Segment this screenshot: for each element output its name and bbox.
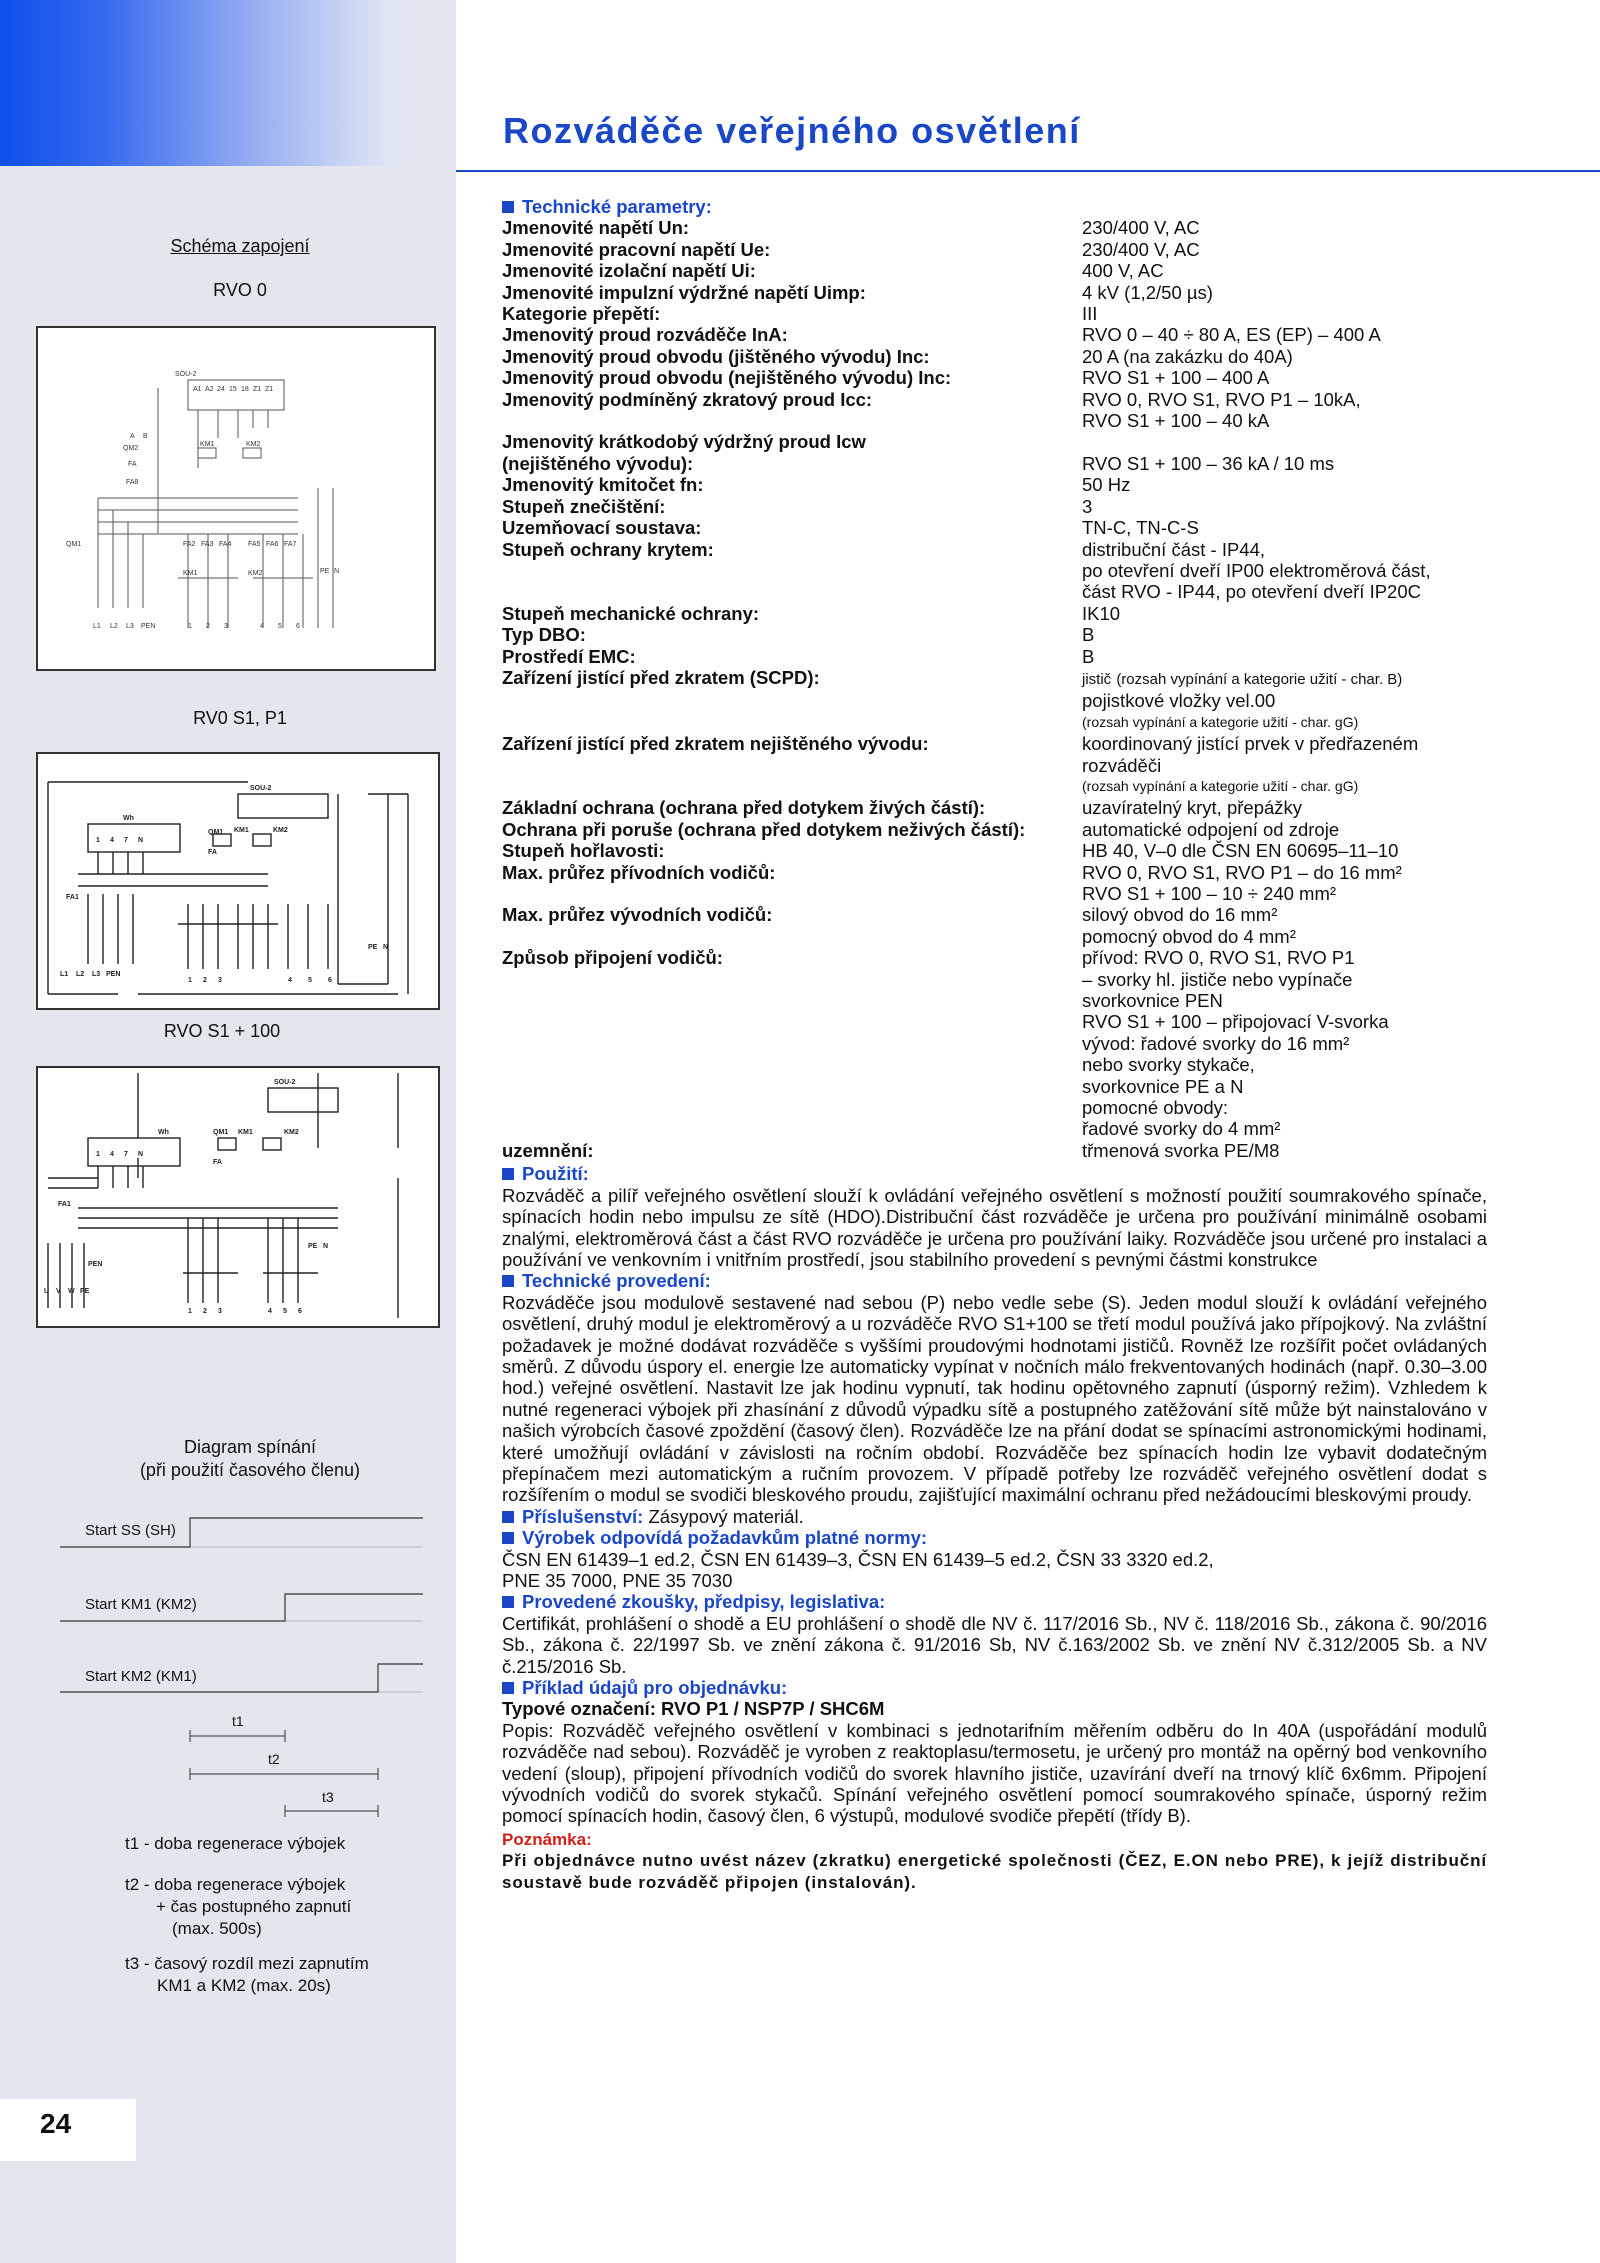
param-key: Jmenovitý krátkodobý výdržný proud Icw [502, 431, 866, 453]
accessories-text: Zásypový materiál. [648, 1505, 804, 1527]
diag2-l2: L2 [76, 971, 85, 978]
param-value: B [1082, 624, 1095, 646]
diag1-qm1: QM1 [66, 541, 82, 548]
param-row [502, 581, 1487, 602]
diag1-term-2: A2 [205, 386, 214, 393]
param-key: Kategorie přepětí: [502, 303, 661, 325]
param-row [502, 410, 1487, 431]
param-key: Max. průřez přívodních vodičů: [502, 861, 776, 883]
param-value: přívod: RVO 0, RVO S1, RVO P1 [1082, 947, 1355, 969]
param-key-empty [502, 776, 1082, 797]
param-key: Zařízení jistící před zkratem nejištěného vývodu: [502, 733, 929, 755]
param-row [502, 1054, 1487, 1075]
scpd-v1a: jistič [1082, 670, 1112, 688]
param-key: Typ DBO: [502, 624, 586, 646]
diag2-n: N [383, 944, 389, 951]
param-key: Ochrana při poruše (ochrana před dotykem neživých částí): [502, 818, 1026, 840]
diag1-term-6: Z1 [253, 386, 262, 393]
param-row [502, 819, 1487, 840]
diag2-out3: 3 [218, 977, 222, 984]
diag1-out6: 6 [296, 623, 300, 630]
schema2-title: RV0 S1, P1 [193, 708, 287, 728]
timing-label-t2: t2 [268, 1751, 280, 1767]
diag2-pen: PEN [106, 971, 121, 978]
param-row-unprot-3 [502, 776, 1487, 797]
diag2-n3: 7 [124, 837, 128, 844]
param-value: distribuční část - IP44, [1082, 538, 1266, 560]
section-tests-label: Provedené zkoušky, předpisy, legislativa: [522, 1591, 886, 1613]
diag2-out2: 2 [203, 977, 207, 984]
param-key-empty [502, 1076, 1082, 1097]
param-key-empty [502, 410, 1082, 431]
param-value: svorkovnice PEN [1082, 990, 1223, 1012]
param-key: Prostředí EMC: [502, 645, 636, 667]
param-row [502, 474, 1487, 495]
diag3-out1: 1 [188, 1308, 192, 1315]
param-value: třmenová svorka PE/M8 [1082, 1139, 1280, 1161]
timing-diagram-lines [0, 1500, 456, 1820]
diag2-fa: FA [208, 849, 217, 856]
diag3-v: V [56, 1288, 61, 1295]
param-key-empty [502, 712, 1082, 733]
diag3-n: N [323, 1243, 329, 1250]
note-text: Při objednávce nutno uvést název (zkratku) energetické společnosti (ČEZ, E.ON nebo PRE), k jejíž distribuční soustavě bude rozváděč připojen (instalován). [502, 1851, 1487, 1892]
diag2-n1: 1 [96, 837, 100, 844]
param-key-empty [502, 1033, 1082, 1054]
param-key: Způsob připojení vodičů: [502, 947, 723, 969]
param-key-empty [502, 1054, 1082, 1075]
param-value: svorkovnice PE a N [1082, 1075, 1244, 1097]
diag1-out5: 5 [278, 623, 282, 630]
diag1-term-5: 18 [241, 386, 249, 393]
schema-heading: Schéma zapojení [170, 236, 310, 256]
section-design [502, 1270, 1487, 1291]
param-key-empty [502, 755, 1082, 776]
diag3-n2: 4 [110, 1151, 114, 1158]
unprot-v3: (rozsah vypínání a kategorie užití - char. gG) [1082, 777, 1359, 794]
param-value: automatické odpojení od zdroje [1082, 818, 1340, 840]
diag3-u: U [44, 1288, 50, 1295]
bullet-square-icon [502, 1532, 514, 1544]
param-value: 3 [1082, 495, 1093, 517]
diag1-term-7: Z1 [265, 386, 274, 393]
scpd-v2: pojistkové vložky vel.00 [1082, 690, 1276, 712]
param-row [502, 517, 1487, 538]
wiring-diagram-rvo0-drawing [38, 328, 434, 669]
title-underline [456, 170, 1600, 172]
schema1-title: RVO 0 [213, 280, 267, 300]
schema3-title: RVO S1 + 100 [163, 1021, 281, 1041]
param-value: 4 kV (1,2/50 µs) [1082, 281, 1213, 303]
unprot-v1: koordinovaný jistící prvek v předřazeném [1082, 733, 1419, 755]
diag1-l2: L2 [110, 623, 118, 630]
param-key-empty [502, 883, 1082, 904]
timing-label-t1: t1 [232, 1713, 244, 1729]
bullet-square-icon [502, 1596, 514, 1608]
param-value: TN-C, TN-C-S [1082, 517, 1199, 539]
diag1-fa6: FA6 [266, 541, 279, 548]
diag2-out6: 6 [328, 977, 332, 984]
bullet-square-icon [502, 1275, 514, 1287]
param-value: po otevření dveří IP00 elektroměrová část, [1082, 559, 1431, 581]
diag1-sou: SOU-2 [175, 371, 197, 378]
param-value: RVO 0, RVO S1, RVO P1 – 10kA, [1082, 388, 1361, 410]
param-value: RVO S1 + 100 – 36 kA / 10 ms [1082, 452, 1335, 474]
diag3-out2: 2 [203, 1308, 207, 1315]
param-value: nebo svorky stykače, [1082, 1054, 1255, 1076]
param-key: Jmenovitý kmitočet fn: [502, 474, 704, 496]
diag3-sou: SOU-2 [274, 1079, 296, 1086]
param-row [502, 646, 1487, 667]
param-key-empty [502, 1011, 1082, 1032]
param-value: 230/400 V, AC [1082, 238, 1200, 260]
param-key: Stupeň mechanické ochrany: [502, 602, 760, 624]
param-row-scpd-2 [502, 690, 1487, 711]
param-key: Uzemňovací soustava: [502, 517, 702, 539]
param-row [502, 1076, 1487, 1097]
param-row [502, 367, 1487, 388]
diag1-qm2: QM2 [123, 445, 139, 452]
diag3-w: W [68, 1288, 75, 1295]
param-key-empty [502, 926, 1082, 947]
diag1-term-1: A1 [193, 386, 202, 393]
param-value [1082, 667, 1487, 690]
section-design-label: Technické provedení: [522, 1270, 711, 1292]
section-use [502, 1163, 1487, 1184]
section-tests [502, 1591, 1487, 1612]
param-row [502, 883, 1487, 904]
param-row [502, 346, 1487, 367]
diag1-out2: 2 [206, 623, 210, 630]
param-row [502, 324, 1487, 345]
param-value: řadové svorky do 4 mm² [1082, 1118, 1281, 1140]
param-key: Stupeň ochrany krytem: [502, 538, 714, 560]
diag1-term-3: 24 [217, 386, 225, 393]
legend-t3: t3 - časový rozdíl mezi zapnutím [125, 1954, 369, 1973]
diag1-l3: L3 [126, 623, 134, 630]
param-row [502, 1033, 1487, 1054]
legend-t2-max: (max. 500s) [172, 1919, 262, 1938]
param-key: Zařízení jistící před zkratem (SCPD): [502, 666, 820, 688]
diag1-km2-b: KM2 [248, 570, 263, 577]
param-row [502, 862, 1487, 883]
section-order [502, 1677, 1487, 1698]
wiring-diagram-rvo-s1-100 [36, 1066, 440, 1328]
diag2-n2: 4 [110, 837, 114, 844]
blue-gradient-corner [0, 0, 456, 166]
diag1-a: A [130, 433, 135, 440]
diag1-fa: FA [128, 461, 137, 468]
bullet-square-icon [502, 1511, 514, 1523]
param-value: část RVO - IP44, po otevření dveří IP20C [1082, 581, 1421, 603]
param-value: 400 V, AC [1082, 260, 1164, 282]
param-key: Jmenovitý podmíněný zkratový proud Icc: [502, 388, 873, 410]
diag1-km2: KM2 [246, 441, 261, 448]
param-key: Jmenovité napětí Un: [502, 217, 690, 239]
diag2-km2: KM2 [273, 827, 288, 834]
param-value: III [1082, 303, 1098, 325]
param-row [502, 496, 1487, 517]
param-row [502, 282, 1487, 303]
param-value: – svorky hl. jističe nebo vypínače [1082, 968, 1353, 990]
timing-row-start-km1: Start KM1 (KM2) [85, 1596, 197, 1613]
diag1-n: N [334, 568, 340, 575]
param-key-empty [502, 969, 1082, 990]
diag2-out1: 1 [188, 977, 192, 984]
param-row [502, 260, 1487, 281]
param-row [502, 1097, 1487, 1118]
param-value: RVO S1 + 100 – 10 ÷ 240 mm² [1082, 883, 1337, 904]
param-value: RVO 0, RVO S1, RVO P1 – do 16 mm² [1082, 861, 1402, 883]
legend-t2: t2 - doba regenerace výbojek [125, 1875, 346, 1894]
section-tech-params [502, 196, 1487, 217]
diag3-pe-in: PE [80, 1288, 90, 1295]
param-key: Jmenovité impulzní výdržné napětí Uimp: [502, 281, 866, 303]
param-key: Jmenovité izolační napětí Ui: [502, 260, 756, 282]
param-key: Max. průřez vývodních vodičů: [502, 904, 773, 926]
section-tech-params-label: Technické parametry: [522, 196, 712, 217]
param-row [502, 539, 1487, 560]
diag1-out3: 3 [224, 623, 228, 630]
note-heading: Poznámka: [502, 1829, 592, 1849]
diag1-fa8: FA8 [126, 479, 139, 486]
param-key: Jmenovitý proud rozváděče InA: [502, 324, 788, 346]
section-norms [502, 1527, 1487, 1548]
param-key: (nejištěného vývodu): [502, 452, 694, 474]
timing-row-start-ss: Start SS (SH) [85, 1522, 176, 1539]
section-use-label: Použití: [522, 1163, 589, 1185]
diag1-km1: KM1 [200, 441, 215, 448]
param-key: Jmenovité pracovní napětí Ue: [502, 238, 771, 260]
use-text: Rozváděč a pilíř veřejného osvětlení slouží k ovládání veřejného osvětlení s možností použití soumrakového spínače, spínacích hodin nebo impulsu ze sítě (HDO).Distribuční část rozváděče je určena pro používání minimálně osobami znalými, elektroměrová část a část RVO rozváděče je určena pro používání laiky. Rozváděče jsou určené pro instalaci a používání ve venkovním i vnitřním prostředí, jsou stabilního provedení s pevnými částmi konstrukce [502, 1184, 1487, 1270]
param-row [502, 797, 1487, 818]
param-row [502, 990, 1487, 1011]
param-value: RVO S1 + 100 – 40 kA [1082, 410, 1270, 432]
diag3-fa1: FA1 [58, 1201, 71, 1208]
param-value: 230/400 V, AC [1082, 217, 1200, 239]
bullet-square-icon [502, 201, 514, 213]
params-table [502, 217, 1487, 667]
param-row [502, 389, 1487, 410]
param-row [502, 1118, 1487, 1139]
diag1-fa5: FA5 [248, 541, 261, 548]
diag3-fa: FA [213, 1159, 222, 1166]
param-row-unprot [502, 733, 1487, 754]
param-value: uzavíratelný kryt, přepážky [1082, 797, 1303, 819]
param-value: B [1082, 645, 1095, 667]
scpd-v3: (rozsah vypínání a kategorie užití - char. gG) [1082, 713, 1359, 730]
param-key-empty [502, 990, 1082, 1011]
diag3-out6: 6 [298, 1308, 302, 1315]
diag2-l3: L3 [92, 971, 101, 978]
page-number: 24 [40, 2108, 72, 2139]
diag1-fa2: FA2 [183, 541, 196, 548]
param-key: Stupeň znečištění: [502, 495, 666, 517]
diag3-out3: 3 [218, 1308, 222, 1315]
bullet-square-icon [502, 1168, 514, 1180]
diag3-n1: 1 [96, 1151, 100, 1158]
param-row-scpd [502, 667, 1487, 690]
type-designation: Typové označení: RVO P1 / NSP7P / SHC6M [502, 1698, 885, 1720]
param-value: vývod: řadové svorky do 16 mm² [1082, 1032, 1350, 1054]
diag2-km1: KM1 [234, 827, 249, 834]
diag1-fa3: FA3 [201, 541, 214, 548]
param-row [502, 239, 1487, 260]
bullet-square-icon [502, 1682, 514, 1694]
wiring-diagram-rvo-s1-100-drawing [38, 1068, 438, 1326]
param-row [502, 969, 1487, 990]
param-value: HB 40, V–0 dle ČSN EN 60695–11–10 [1082, 840, 1399, 862]
diag2-qm1: QM1 [208, 829, 224, 836]
scpd-v1b: (rozsah vypínání a kategorie užití - char. B) [1116, 670, 1403, 688]
param-key-empty [502, 560, 1082, 581]
timing-label-t3: t3 [322, 1789, 334, 1805]
param-row [502, 560, 1487, 581]
param-key: Jmenovitý proud obvodu (jištěného vývodu) Inc: [502, 345, 930, 367]
section-norms-label: Výrobek odpovídá požadavkům platné normy: [522, 1527, 928, 1549]
diag3-pen: PEN [88, 1261, 103, 1268]
param-row [502, 1140, 1487, 1161]
norms-line-2: PNE 35 7000, PNE 35 7030 [502, 1570, 733, 1591]
param-row [502, 453, 1487, 474]
legend-t1: t1 - doba regenerace výbojek [125, 1834, 346, 1853]
wiring-diagram-rvo0 [36, 326, 436, 671]
timing-diagram-title: Diagram spínání [183, 1437, 317, 1457]
tests-text: Certifikát, prohlášení o shodě a EU prohlášení o shodě dle NV č. 117/2016 Sb., NV č. 118/2016 Sb., zákona č. 90/2016 Sb., zákona č. 22/1997 Sb. ve znění zákona č. 91/2016 Sb, NV č.163/2002 Sb. ve znění NV č.312/2005 Sb. a NV č.215/2016 Sb. [502, 1612, 1487, 1677]
diag2-sou: SOU-2 [250, 785, 272, 792]
norms-line-1: ČSN EN 61439–1 ed.2, ČSN EN 61439–3, ČSN EN 61439–5 ed.2, ČSN 33 3320 ed.2, [502, 1548, 1214, 1570]
diag1-out1: 1 [188, 623, 192, 630]
param-key-empty [502, 1097, 1082, 1118]
order-description: Popis: Rozváděč veřejného osvětlení v kombinaci s jednotarifním měřením odběru do In 40A (uspořádání modulů rozváděče nad sebou). Rozváděč je vyroben z reaktoplasu/termosetu, je určený pro montáž na opěrný bod venkovního vedení (sloup), připojení přívodních vodičů do svorek hlavního jističe, uzavírání dveří na trnový klíč 6x6mm. Připojení vývodních vodičů do svorek stykačů. Spínání veřejného osvětlení pomocí soumrakového spínače, úsporný režim pomocí spínacích hodin, časový člen, 6 výstupů, modulové svodiče přepětí (třídy B). [502, 1719, 1487, 1827]
param-row [502, 624, 1487, 645]
param-row [502, 840, 1487, 861]
param-key: Základní ochrana (ochrana před dotykem živých částí): [502, 797, 986, 819]
diag3-out4: 4 [268, 1308, 272, 1315]
diag1-km1-b: KM1 [183, 570, 198, 577]
param-value: silový obvod do 16 mm² [1082, 904, 1278, 926]
legend-t3-cont: KM1 a KM2 (max. 20s) [157, 1976, 331, 1995]
diag3-km1: KM1 [238, 1129, 253, 1136]
diag2-n4: N [138, 837, 144, 844]
diag1-pe: PE [320, 568, 330, 575]
param-value: IK10 [1082, 602, 1121, 624]
param-row [502, 217, 1487, 238]
diag3-n3: 7 [124, 1151, 128, 1158]
section-order-label: Příklad údajů pro objednávku: [522, 1677, 788, 1699]
diag1-b: B [143, 433, 148, 440]
diag2-fa1: FA1 [66, 894, 79, 901]
param-row [502, 431, 1487, 452]
diag1-l1: L1 [93, 623, 101, 630]
diag2-pe: PE [368, 944, 378, 951]
diag2-out5: 5 [308, 977, 312, 984]
diag3-out5: 5 [283, 1308, 287, 1315]
diag2-out4: 4 [288, 977, 292, 984]
page-title: Rozváděče veřejného osvětlení [503, 110, 1081, 151]
param-key-empty [502, 581, 1082, 602]
param-value: RVO S1 + 100 – připojovací V-svorka [1082, 1011, 1389, 1033]
diag1-pen: PEN [141, 623, 156, 630]
param-key: Stupeň hořlavosti: [502, 840, 665, 862]
wiring-diagram-rvo-s1-p1 [36, 752, 440, 1010]
diag3-wh: Wh [158, 1129, 169, 1136]
diag1-out4: 4 [260, 623, 264, 630]
timing-diagram-subtitle: (při použití časového členu) [139, 1460, 361, 1480]
diag1-fa4: FA4 [219, 541, 232, 548]
param-key: Jmenovitý proud obvodu (nejištěného vývodu) Inc: [502, 367, 952, 389]
param-value: 20 A (na zakázku do 40A) [1082, 345, 1293, 367]
param-value: 50 Hz [1082, 474, 1131, 496]
param-key-empty [502, 1118, 1082, 1139]
section-accessories [502, 1506, 1487, 1527]
param-value: RVO S1 + 100 – 400 A [1082, 367, 1270, 389]
param-row [502, 1011, 1487, 1032]
main-content [502, 196, 1487, 1893]
param-value: RVO 0 – 40 ÷ 80 A, ES (EP) – 400 A [1082, 324, 1381, 346]
diag2-l1: L1 [60, 971, 69, 978]
param-row [502, 904, 1487, 925]
legend-t2-cont: + čas postupného zapnutí [156, 1897, 352, 1916]
section-accessories-label: Příslušenství: [522, 1505, 644, 1527]
diag1-fa7: FA7 [284, 541, 297, 548]
param-row-scpd-3 [502, 712, 1487, 733]
diag2-wh: Wh [123, 815, 134, 822]
diag3-n4: N [138, 1151, 144, 1158]
params-table-2 [502, 797, 1487, 1161]
diag3-pe: PE [308, 1243, 318, 1250]
param-row-unprot-2 [502, 755, 1487, 776]
param-key: uzemnění: [502, 1139, 594, 1161]
param-row [502, 947, 1487, 968]
param-row [502, 926, 1487, 947]
param-key-empty [502, 690, 1082, 711]
diag3-qm1: QM1 [213, 1129, 229, 1136]
diag1-term-4: 15 [229, 386, 237, 393]
param-row [502, 603, 1487, 624]
wiring-diagram-rvo-s1-p1-drawing [38, 754, 438, 1008]
param-value [1082, 431, 1487, 452]
param-value: pomocný obvod do 4 mm² [1082, 925, 1296, 947]
design-text: Rozváděče jsou modulově sestavené nad sebou (P) nebo vedle sebe (S). Jeden modul slouží k ovládání veřejného osvětlení, druhý modul je elektroměrový a u rozváděče RVO S1+100 se třetí modul používá jako přípojkový. Na zvláštní požadavek je možné dodávat rozváděče s vyššími proudovými hodnotami jističů. Rovněž lze rozšířit počet ovládaných směrů. Z důvodu úspory el. energie lze automaticky vypínat v nočních málo frekventovaných hodinách (např. 0.30–3.00 hod.) veřejné osvětlení. Nastavit lze jak hodinu vypnutí, tak hodinu opětovného zapnutí (úsporný režim). Vzhledem k nutné regeneraci výbojek při zhasínání z důvodů výpadku sítě a postupného zatěžování sítě může být nainstalováno v našich výrobcích časové zpoždění (časový člen). Rozváděče lze na přání dodat se spínacími astronomickými hodinami, které umožňují ovládání v závislosti na ročním období. Rozváděče bez spínacích hodin lze vybavit dodatečným přepínačem mezi automatickým a ručním provozem. V případě potřeby lze rozváděč veřejného osvětlení dodat s rozšířením o modul se svodiči bleskového proudu, zajišťující maximální ochranu před nežádoucími bleskovými proudy. [502, 1291, 1487, 1506]
param-value: pomocné obvody: [1082, 1097, 1229, 1119]
timing-row-start-km2: Start KM2 (KM1) [85, 1668, 197, 1685]
param-row [502, 303, 1487, 324]
unprot-v2: rozváděči [1082, 754, 1162, 776]
diag3-km2: KM2 [284, 1129, 299, 1136]
